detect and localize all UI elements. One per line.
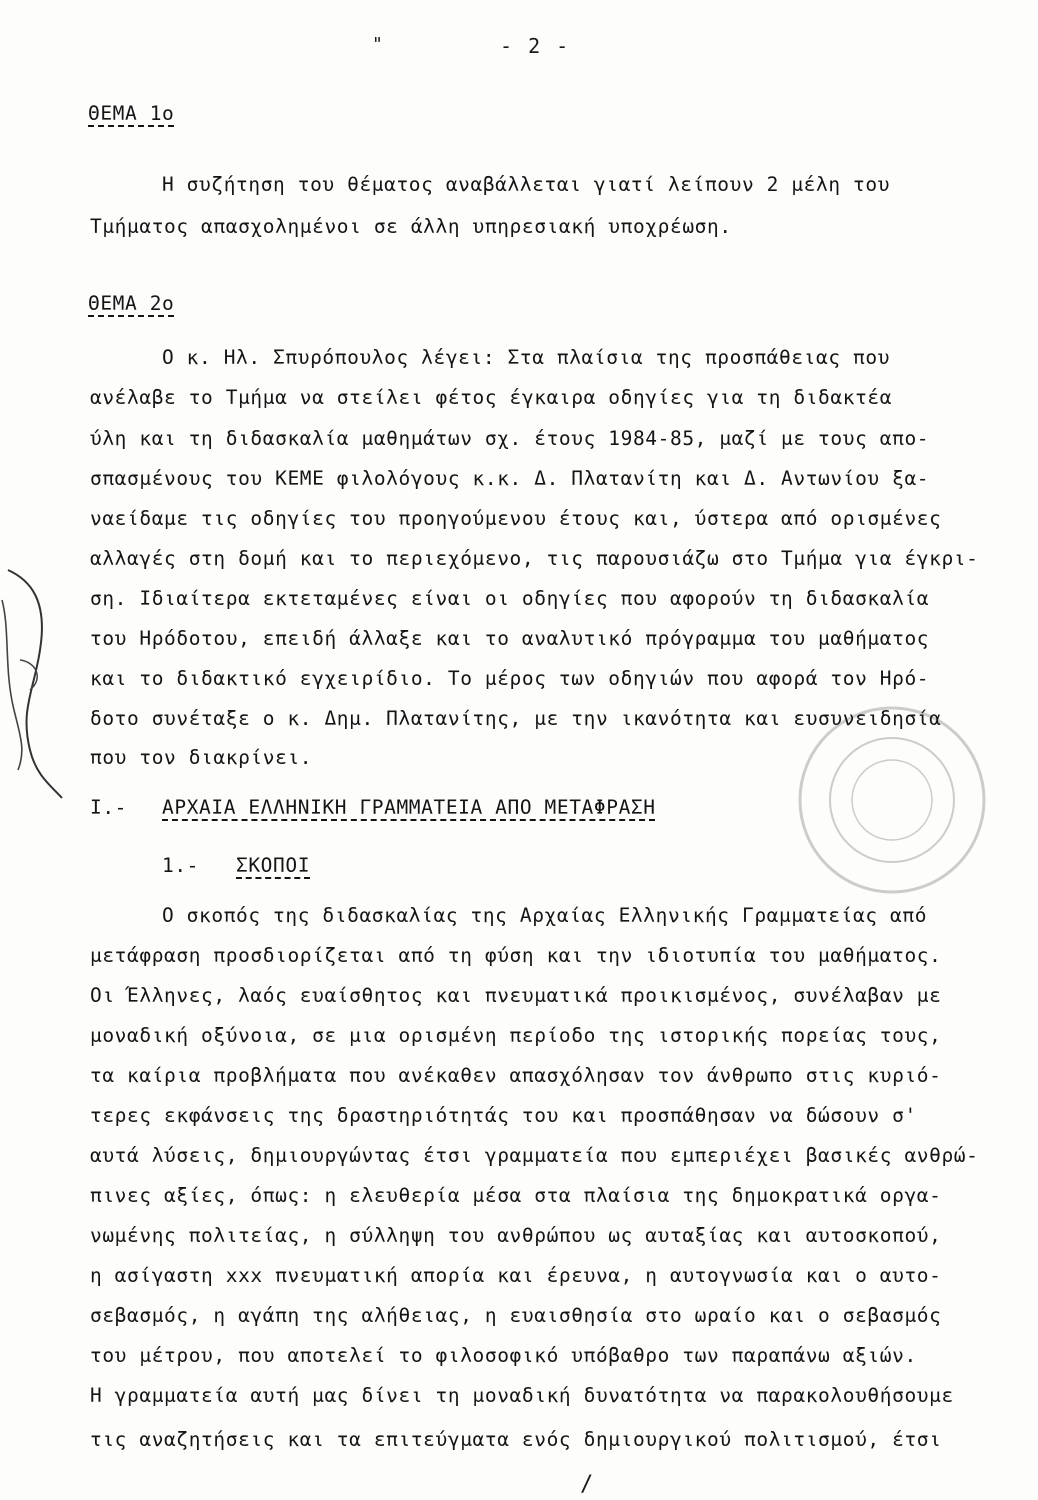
part-title: ΑΡΧΑΙΑ ΕΛΛΗΝΙΚΗ ΓΡΑΜΜΑΤΕΙΑ ΑΠΟ ΜΕΤΑΦΡΑΣΗ	[162, 796, 656, 819]
part1-line: Η γραμματεία αυτή μας δίνει τη μοναδική δυνατότητα να παρακολουθήσουμε	[90, 1384, 954, 1407]
section2-line: ση. Ιδιαίτερα εκτεταμένες είναι οι οδηγίες που αφορούν τη διδασκαλία	[90, 587, 930, 610]
section2-line: σπασμένους του ΚΕΜΕ φιλολόγους κ.κ. Δ. Πλατανίτη και Δ. Αντωνίου ξα-	[90, 467, 930, 490]
part1-line: Ο σκοπός της διδασκαλίας της Αρχαίας Ελληνικής Γραμματείας από	[162, 904, 928, 927]
part1-line: τα καίρια προβλήματα που ανέκαθεν απασχόλησαν τον άνθρωπο στις κυριό-	[90, 1064, 942, 1087]
part-numeral: Ι.-	[90, 796, 128, 819]
part1-line: του μέτρου, που αποτελεί το φιλοσοφικό υπόβαθρο των παραπάνω αξιών.	[90, 1344, 917, 1367]
section1-heading: ΘΕΜΑ 1ο	[88, 102, 175, 125]
part1-line: τις αναζητήσεις και τα επιτεύγματα ενός δημιουργικού πολιτισμού, έτσι	[90, 1428, 942, 1451]
section2-heading: ΘΕΜΑ 2ο	[88, 292, 175, 315]
section2-line: που τον διακρίνει.	[90, 746, 313, 769]
page-number: - 2 -	[500, 34, 571, 58]
part1-line: μοναδική οξύνοια, σε μια ορισμένη περίοδο της ιστορικής πορείας τους,	[90, 1024, 942, 1047]
section2-line: αλλαγές στη δομή και το περιεχόμενο, τις παρουσιάζω στο Τμήμα για έγκρι-	[90, 547, 979, 570]
part1-line: σεβασμός, η αγάπη της αλήθειας, η ευαισθησία στο ωραίο και ο σεβασμός	[90, 1304, 942, 1327]
section2-line: ναείδαμε τις οδηγίες του προηγούμενου έτους και, ύστερα από ορισμένες	[90, 507, 942, 530]
section1-line: Η συζήτηση του θέματος αναβάλλεται γιατί λείπουν 2 μέλη του	[162, 173, 891, 196]
part1-line: Οι Έλληνες, λαός ευαίσθητος και πνευματικά προικισμένος, συνέλαβαν με	[90, 984, 942, 1007]
part1-line: αυτά λύσεις, δημιουργώντας έτσι γραμματεία που εμπεριέχει βασικές ανθρώ-	[90, 1144, 979, 1167]
part1-line: η ασίγαστη xxx πνευματική απορία και έρευνα, η αυτογνωσία και ο αυτο-	[90, 1264, 942, 1287]
seal-stamp-icon	[792, 700, 992, 900]
section2-line: και το διδακτικό εγχειρίδιο. Το μέρος των οδηγιών που αφορά τον Ηρό-	[90, 667, 930, 690]
margin-annotation-icon	[0, 560, 70, 800]
quote-mark: "	[372, 34, 383, 55]
part1-line: νωμένης πολιτείας, η σύλληψη του ανθρώπου ως αυταξίας και αυτοσκοπού,	[90, 1224, 942, 1247]
footer-mark: /	[580, 1472, 594, 1497]
part1-line: τερες εκφάνσεις της δραστηριότητάς του και προσπάθησαν να δώσουν σ'	[90, 1104, 917, 1127]
part1-line: μετάφραση προσδιορίζεται από τη φύση και την ιδιοτυπία του μαθήματος.	[90, 944, 942, 967]
section2-line: του Ηρόδοτου, επειδή άλλαξε και το αναλυτικό πρόγραμμα του μαθήματος	[90, 627, 930, 650]
section2-line: ύλη και τη διδασκαλία μαθημάτων σχ. έτους 1984-85, μαζί με τους απο-	[90, 427, 930, 450]
subsection-title: ΣΚΟΠΟΙ	[236, 854, 311, 877]
subsection-numeral: 1.-	[162, 854, 200, 877]
section2-line: δοτο συνέταξε ο κ. Δημ. Πλατανίτης, με την ικανότητα και ευσυνειδησία	[90, 707, 942, 730]
section2-line: ανέλαβε το Τμήμα να στείλει φέτος έγκαιρα οδηγίες για τη διδακτέα	[90, 386, 893, 409]
section1-line: Τμήματος απασχολημένοι σε άλλη υπηρεσιακή υποχρέωση.	[90, 215, 732, 238]
section2-line: Ο κ. Ηλ. Σπυρόπουλος λέγει: Στα πλαίσια της προσπάθειας που	[162, 346, 891, 369]
part1-line: πινες αξίες, όπως: η ελευθερία μέσα στα πλαίσια της δημοκρατικά οργα-	[90, 1184, 942, 1207]
